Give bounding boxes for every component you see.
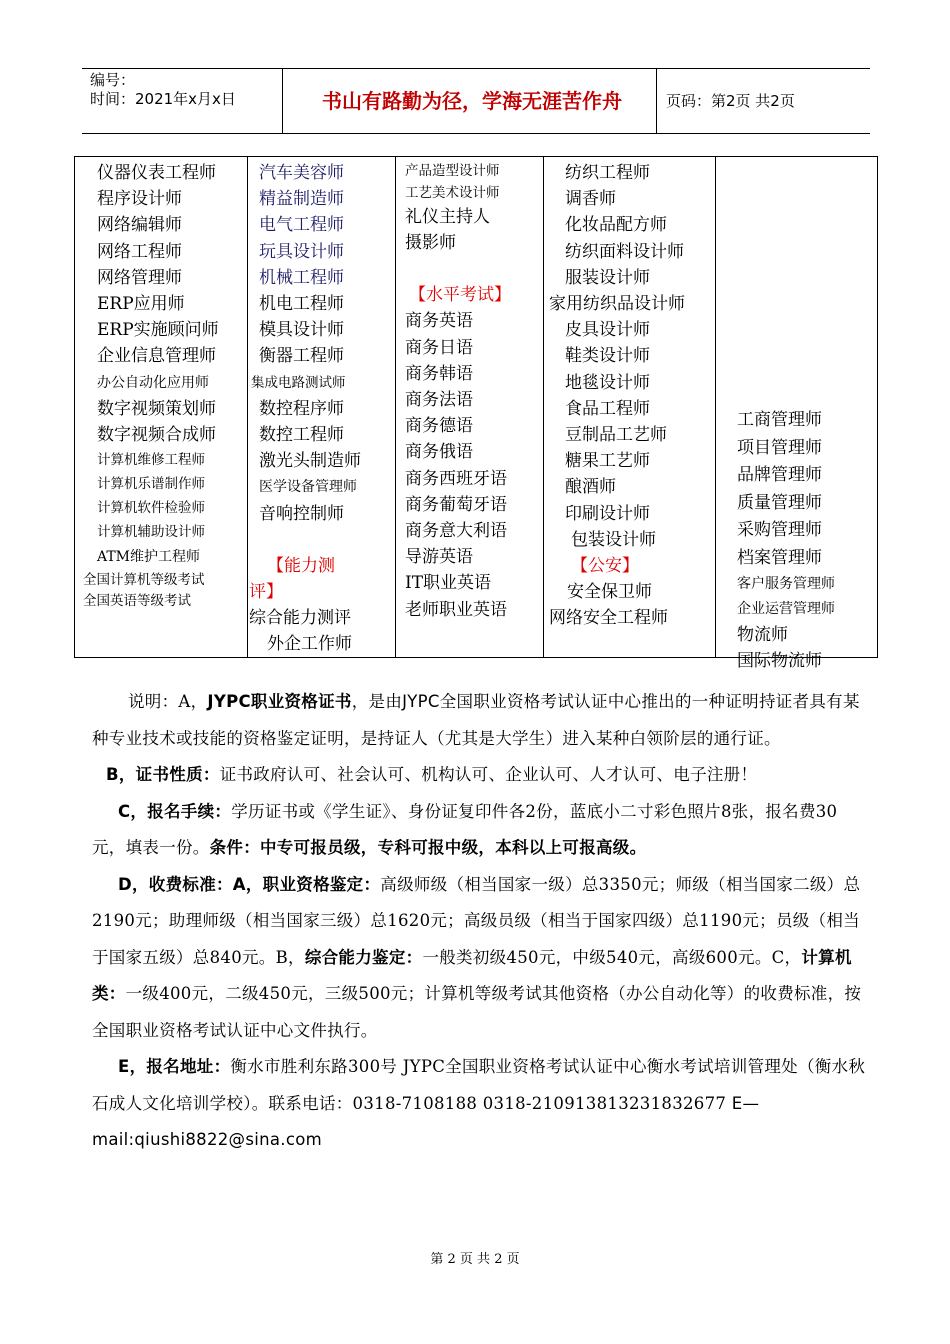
table-item: 印刷设计师 <box>565 503 650 524</box>
table-item: 皮具设计师 <box>565 320 650 341</box>
note-a-mid: ，是由 <box>351 692 403 711</box>
header-divider <box>282 68 283 134</box>
note-b-text: 证书政府认可、社会认可、机构认可、企业认可、人才认可、电子注册！ <box>219 765 758 784</box>
column-divider <box>395 157 396 657</box>
note-d-label2: 综合能力鉴定： <box>304 947 423 967</box>
page-header <box>82 68 870 134</box>
note-e <box>92 1049 868 1159</box>
note-a-lead: 说明：A， <box>128 692 208 711</box>
table-item: 工商管理师 <box>737 410 822 430</box>
table-item: 集成电路测试师 <box>251 374 346 391</box>
table-item: 模具设计师 <box>259 320 344 341</box>
table-item: 音响控制师 <box>259 503 344 524</box>
table-item: 计算机维修工程师 <box>97 452 205 469</box>
table-item: 客户服务管理师 <box>737 576 835 592</box>
table-item: 激光头制造师 <box>259 451 361 472</box>
table-item: 企业运营管理师 <box>737 601 835 617</box>
table-item: 玩具设计师 <box>259 241 344 262</box>
table-item: 物流师 <box>737 625 788 645</box>
certificate-table <box>74 156 878 671</box>
table-item: 安全保卫师 <box>567 582 652 603</box>
note-a <box>92 684 868 757</box>
table-item: 机械工程师 <box>259 267 344 288</box>
table-item: ERP应用师 <box>97 294 185 315</box>
column-divider <box>543 157 544 657</box>
table-item: 计算机乐谱制作师 <box>97 476 205 493</box>
document-number: 编号： <box>90 71 136 89</box>
table-item: 数控工程师 <box>259 425 344 446</box>
table-item: 品牌管理师 <box>737 465 822 485</box>
table-item: 档案管理师 <box>737 547 822 568</box>
page-footer: 第 2 页 共 2 页 <box>430 1252 520 1267</box>
table-item: 数字视频合成师 <box>97 425 216 446</box>
note-c-label: C，报名手续： <box>118 801 232 821</box>
table-item: 纺织工程师 <box>565 163 650 183</box>
table-item: 商务德语 <box>405 416 473 437</box>
table-item: 服装设计师 <box>565 267 650 288</box>
table-item: 商务韩语 <box>405 363 473 384</box>
table-item: 网络管理师 <box>97 267 182 288</box>
table-item: 衡器工程师 <box>259 346 344 367</box>
table-item: 摄影师 <box>405 233 456 254</box>
table-item: 商务俄语 <box>405 442 473 463</box>
table-item: 程序设计师 <box>97 189 182 210</box>
table-item: 糖果工艺师 <box>565 451 650 472</box>
table-item: 调香师 <box>565 189 616 210</box>
section-heading: 【公安】 <box>571 556 639 577</box>
table-item: 酿酒师 <box>565 477 616 498</box>
table-item: 地毯设计师 <box>565 372 650 393</box>
note-d-label: D，收费标准：A，职业资格鉴定： <box>118 874 381 894</box>
table-item: 全国计算机等级考试 <box>83 572 205 589</box>
note-d-label3: 计算机类： <box>92 947 852 1003</box>
section-heading: 评】 <box>249 581 283 602</box>
table-item: 食品工程师 <box>565 398 650 419</box>
header-page-number: 页码：第2页 共2页 <box>666 92 795 110</box>
table-item: ERP实施顾问师 <box>97 320 219 341</box>
section-heading: 【能力测 <box>267 555 335 576</box>
explanation-notes <box>92 684 868 1159</box>
table-item: 医学设备管理师 <box>259 479 357 496</box>
table-item: IT职业英语 <box>405 573 492 594</box>
table-item: 豆制品工艺师 <box>565 425 667 446</box>
header-motto: 书山有路勤为径，学海无涯苦作舟 <box>322 89 622 113</box>
note-e-text: 衡水市胜利东路300号 JYPC全国职业资格考试认证中心衡水考试培训管理处（衡水秋石成人文化培训学校）。联系电话：0318-7108188 0318-2109138 <box>92 1057 866 1113</box>
table-item: 商务日语 <box>405 337 473 358</box>
note-d-text1: 高级师级（相当国家一级）总3350元；师级（相当国家二级）总2190元；助理师级（相当国家三级）总1620元；高级员级（相当于国家四级）总1190元；员级（相当于国家五级）总840元。B， <box>92 874 861 967</box>
note-b <box>92 757 868 794</box>
table-item: 工艺美术设计师 <box>405 185 500 201</box>
table-item: 化妆品配方师 <box>565 215 667 236</box>
header-divider <box>656 68 657 134</box>
table-item: 质量管理师 <box>737 492 822 513</box>
table-item: 老师职业英语 <box>405 599 507 620</box>
note-a-bold: JYPC职业资格证书 <box>207 692 352 711</box>
column-textile-food <box>549 160 685 660</box>
note-d-text3: 一级400元，二级450元，三级500元；计算机等级考试其他资格（办公自动化等）的收费标准，按全国职业资格考试认证中心文件执行。 <box>92 984 862 1040</box>
column-divider <box>247 157 248 657</box>
table-item: 包装设计师 <box>571 529 656 550</box>
column-it <box>83 160 219 660</box>
table-item: 计算机软件检验师 <box>97 500 205 517</box>
document-time: 时间：2021年x月x日 <box>90 90 236 108</box>
note-c <box>92 794 868 867</box>
table-item: 汽车美容师 <box>259 163 344 183</box>
table-item: 数控程序师 <box>259 398 344 419</box>
header-meta <box>90 71 236 109</box>
table-item: 礼仪主持人 <box>405 207 490 227</box>
table-item: 网络工程师 <box>97 241 182 262</box>
table-item: 网络安全工程师 <box>549 608 668 629</box>
table-item: 计算机辅助设计师 <box>97 524 205 541</box>
note-e-label: E，报名地址： <box>118 1057 231 1076</box>
note-d-text2: 一般类初级450元，中级540元，高级600元。C， <box>422 947 802 967</box>
table-item: 机电工程师 <box>259 294 344 315</box>
table-item: 精益制造师 <box>259 189 344 210</box>
table-item: 产品造型设计师 <box>405 163 500 179</box>
table-item: 仪器仪表工程师 <box>97 163 216 183</box>
table-item: 数字视频策划师 <box>97 398 216 419</box>
note-c-condition: 条件：中专可报员级，专科可报中级，本科以上可报高级。 <box>209 838 647 857</box>
column-divider <box>715 157 716 657</box>
table-item: 家用纺织品设计师 <box>549 294 685 315</box>
note-e-phone: 13231832677 <box>607 1093 732 1113</box>
table-item: 采购管理师 <box>737 520 822 540</box>
table-item: 商务英语 <box>405 311 473 332</box>
table-item: 综合能力测评 <box>249 607 351 628</box>
table-item: 办公自动化应用师 <box>97 374 209 391</box>
table-item: ATM维护工程师 <box>97 549 201 566</box>
note-d <box>92 867 868 1050</box>
table-item: 外企工作师 <box>267 634 352 655</box>
table-item: 导游英语 <box>405 547 473 568</box>
table-item: 网络编辑师 <box>97 215 182 236</box>
note-e-email: E—mail:qiushi8822@sina.com <box>92 1093 760 1149</box>
table-item: 项目管理师 <box>737 437 822 458</box>
note-b-label: B，证书性质： <box>106 765 220 784</box>
table-item: 商务葡萄牙语 <box>405 494 507 515</box>
column-engineering <box>249 160 361 660</box>
table-item: 鞋类设计师 <box>565 346 650 367</box>
note-a-rest: 推出的一种证明持证者具有某种专业技术或技能的资格鉴定证明，是持证人（尤其是大学生）进入某种白领阶层的通行证。 <box>92 692 860 748</box>
table-item: 商务法语 <box>405 390 473 411</box>
column-design-language <box>405 160 511 660</box>
table-item: 电气工程师 <box>259 215 344 236</box>
table-item: 企业信息管理师 <box>97 346 216 367</box>
table-item: 商务西班牙语 <box>405 468 507 489</box>
table-item: 全国英语等级考试 <box>83 593 191 610</box>
table-item: 商务意大利语 <box>405 521 507 542</box>
section-heading: 【水平考试】 <box>409 285 511 306</box>
note-a-org: JYPC全国职业资格考试认证中心 <box>402 692 642 711</box>
table-item: 纺织面料设计师 <box>565 241 684 262</box>
table-item: 国际物流师 <box>737 651 822 671</box>
note-c-text: 学历证书或《学生证》、身份证复印件各2份，蓝底小二寸彩色照片8张，报名费30元，填表一份。 <box>92 801 838 857</box>
